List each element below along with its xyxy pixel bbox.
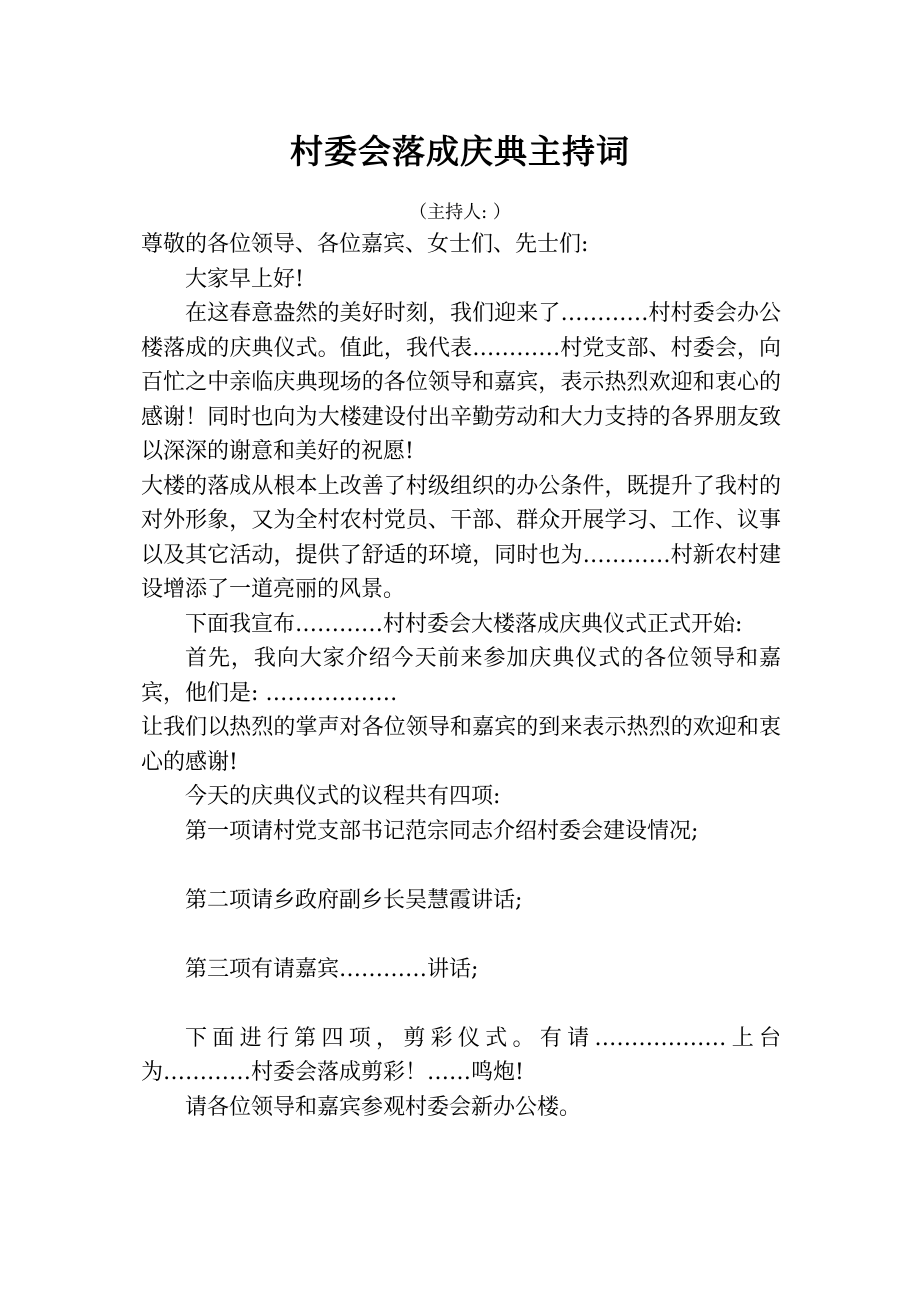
host-line: （主持人: ）: [409, 202, 511, 223]
applause-paragraph: 让我们以热烈的掌声对各位领导和嘉宾的到来表示热烈的欢迎和衷心的感谢!: [141, 715, 781, 775]
closing-paragraph: 请各位领导和嘉宾参观村委会新办公楼。: [185, 1094, 582, 1120]
greeting: 大家早上好!: [185, 266, 304, 292]
significance-paragraph: 大楼的落成从根本上改善了村级组织的办公条件，既提升了我村的对外形象，又为全村农村党员、干部、群众开展学习、工作、议事以及其它活动，提供了舒适的环境，同时也为…………村新农村建设增添了一道亮丽的风景。: [141, 473, 781, 602]
agenda-item-3: 第三项有请嘉宾…………讲话;: [185, 956, 479, 982]
agenda-intro: 今天的庆典仪式的议程共有四项:: [185, 784, 501, 809]
salutation: 尊敬的各位领导、各位嘉宾、女士们、先士们:: [141, 232, 589, 257]
announcement-paragraph: 下面我宣布…………村村委会大楼落成庆典仪式正式开始:: [185, 611, 743, 637]
opening-paragraph: 在这春意盎然的美好时刻，我们迎来了…………村村委会办公楼落成的庆典仪式。值此，我代表…………村党支部、村委会，向百忙之中亲临庆典现场的各位领导和嘉宾，表示热烈欢迎和衷心的感谢！同时也向为大楼建设付出辛勤劳动和大力支持的各界朋友致以深深的谢意和美好的祝愿!: [141, 301, 781, 464]
spacer: [141, 918, 781, 953]
document-title: 村委会落成庆典主持词: [290, 132, 630, 171]
agenda-item-1: 第一项请村党支部书记范宗同志介绍村委会建设情况;: [185, 818, 699, 844]
introduction-paragraph: 首先，我向大家介绍今天前来参加庆典仪式的各位领导和嘉宾，他们是: ………………: [141, 646, 781, 706]
spacer: [141, 987, 781, 1022]
agenda-item-2: 第二项请乡政府副乡长吴慧霞讲话;: [185, 887, 523, 913]
agenda-item-4: 下面进行第四项，剪彩仪式。有请………………上台为…………村委会落成剪彩！……鸣炮!: [141, 1025, 781, 1085]
document-body: [141, 228, 781, 1125]
spacer: [141, 849, 781, 884]
